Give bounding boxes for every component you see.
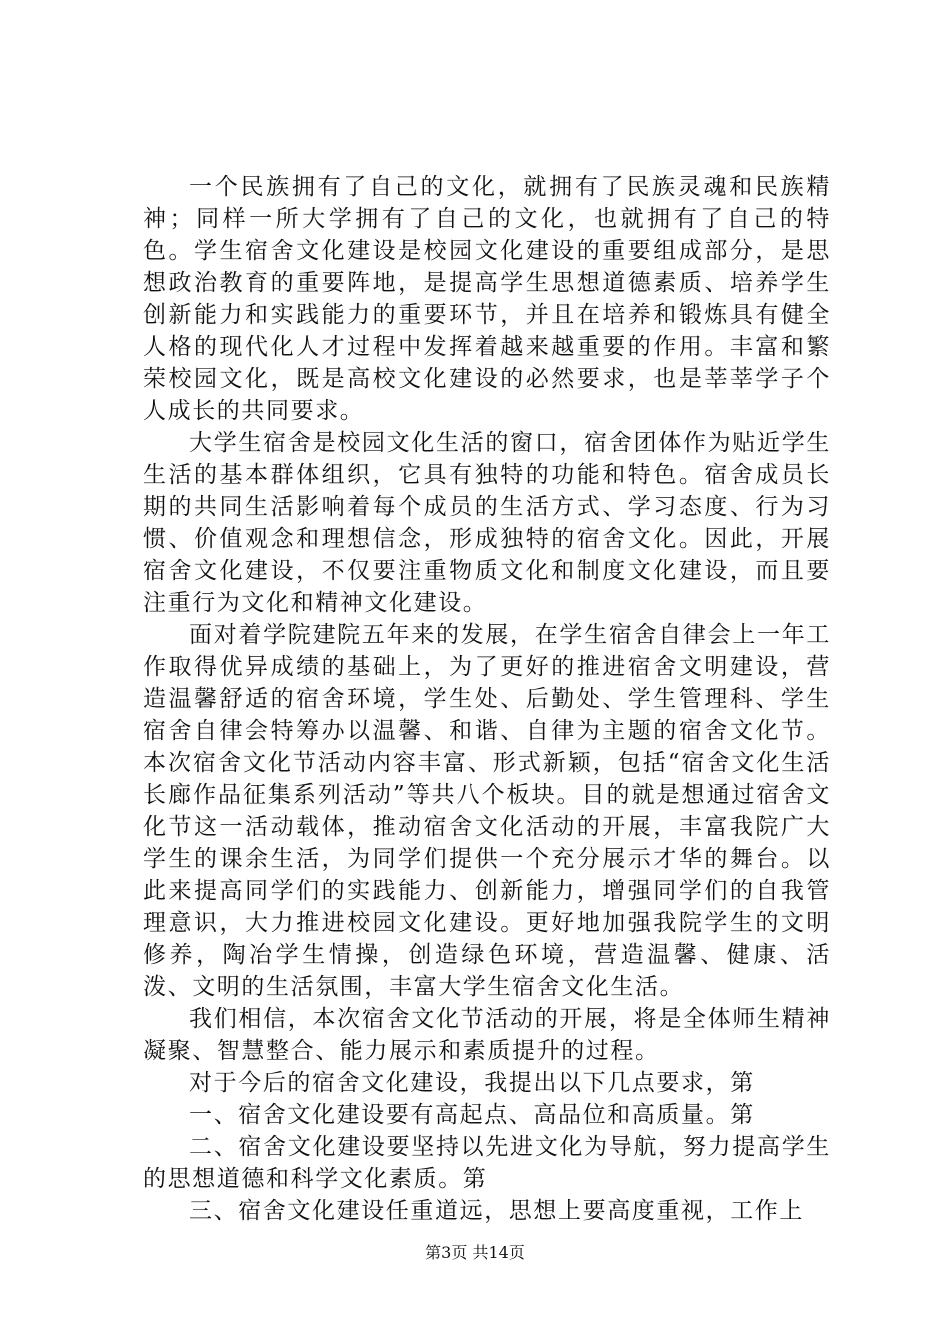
- page-number-current: 第3页: [425, 1243, 468, 1262]
- paragraph-4: 我们相信，本次宿舍文化节活动的开展，将是全体师生精神凝聚、智慧整合、能力展示和素质提升的过程。: [143, 1006, 831, 1064]
- page-footer: [0, 1243, 950, 1263]
- document-body: [143, 171, 831, 1227]
- paragraph-2: 大学生宿舍是校园文化生活的窗口，宿舍团体作为贴近学生生活的基本群体组织，它具有独特的功能和特色。宿舍成员长期的共同生活影响着每个成员的生活方式、学习态度、行为习惯、价值观念和理想信念，形成独特的宿舍文化。因此，开展宿舍文化建设，不仅要注重物质文化和制度文化建设，而且要注重行为文化和精神文化建设。: [143, 430, 831, 616]
- paragraph-6: 一、宿舍文化建设要有高起点、高品位和高质量。第: [189, 1102, 755, 1128]
- paragraph-5: 对于今后的宿舍文化建设，我提出以下几点要求，第: [189, 1070, 755, 1096]
- paragraph-1: 一个民族拥有了自己的文化，就拥有了民族灵魂和民族精神；同样一所大学拥有了自己的文化，也就拥有了自己的特色。学生宿舍文化建设是校园文化建设的重要组成部分，是思想政治教育的重要阵地，是提高学生思想道德素质、培养学生创新能力和实践能力的重要环节，并且在培养和锻炼具有健全人格的现代化人才过程中发挥着越来越重要的作用。丰富和繁荣校园文化，既是高校文化建设的必然要求，也是莘莘学子个人成长的共同要求。: [143, 174, 831, 424]
- paragraph-8: 三、宿舍文化建设任重道远，思想上要高度重视，工作上: [189, 1198, 804, 1224]
- paragraph-3: 面对着学院建院五年来的发展，在学生宿舍自律会上一年工作取得优异成绩的基础上，为了更好的推进宿舍文明建设，营造温馨舒适的宿舍环境，学生处、后勤处、学生管理科、学生宿舍自律会特筹办以温馨、和谐、自律为主题的宿舍文化节。本次宿舍文化节活动内容丰富、形式新颖，包括“宿舍文化生活长廊作品征集系列活动”等共八个板块。目的就是想通过宿舍文化节这一活动载体，推动宿舍文化活动的开展，丰富我院广大学生的课余生活，为同学们提供一个充分展示才华的舞台。以此来提高同学们的实践能力、创新能力，增强同学们的自我管理意识，大力推进校园文化建设。更好地加强我院学生的文明修养，陶冶学生情操，创造绿色环境，营造温馨、健康、活泼、文明的生活氛围，丰富大学生宿舍文化生活。: [143, 622, 831, 1000]
- page-number-total: 共14页: [472, 1243, 525, 1262]
- paragraph-7: 二、宿舍文化建设要坚持以先进文化为导航，努力提高学生的思想道德和科学文化素质。第: [143, 1134, 831, 1192]
